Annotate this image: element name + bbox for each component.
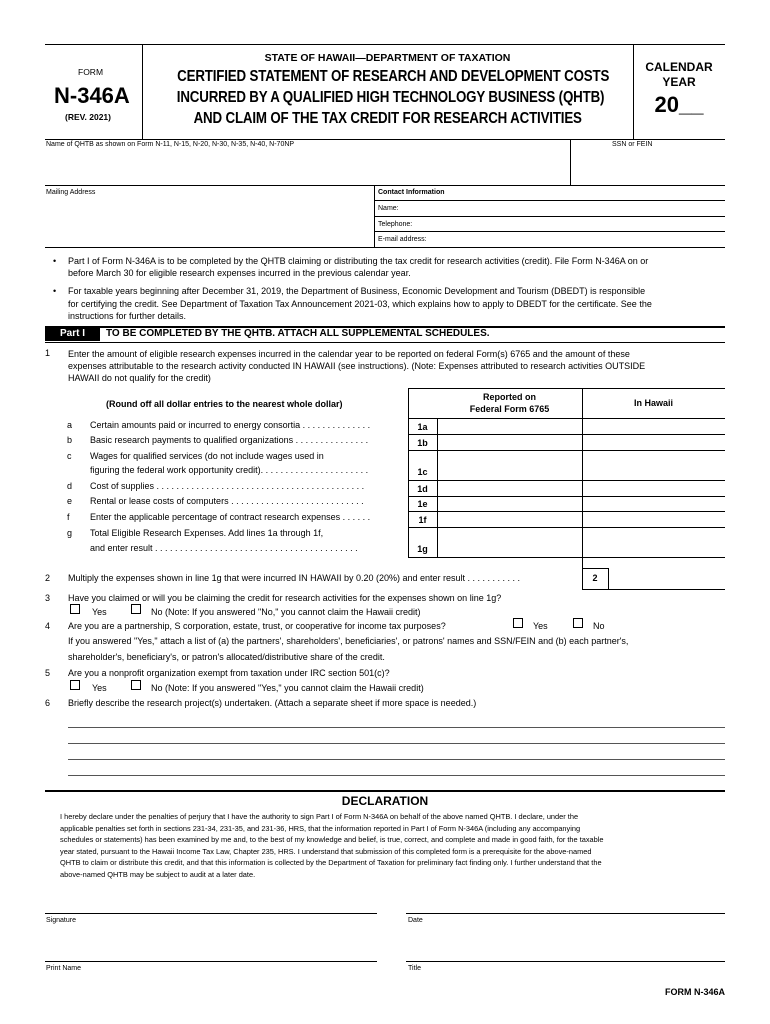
qhtb-name-label: Name of QHTB as shown on Form N-11, N-15, N-20, N-30, N-35, N-40, N-70NP — [46, 141, 295, 148]
line-1g-box: 1g — [417, 544, 428, 554]
identity-bottom-rule — [45, 247, 725, 248]
qhtb-name-field[interactable] — [46, 150, 566, 184]
calendar-year-label — [633, 60, 725, 90]
q4-yes-checkbox[interactable] — [513, 618, 523, 628]
form-label: FORM — [78, 67, 104, 77]
bullet-icon: • — [53, 256, 57, 266]
q3-yes-checkbox[interactable] — [70, 604, 80, 614]
q6-answer-line-4[interactable] — [68, 775, 725, 776]
date-line[interactable] — [406, 913, 725, 914]
q5-text: Are you a nonprofit organization exempt from taxation under IRC section 501(c)? — [68, 668, 390, 678]
line-1a-hawaii-field[interactable] — [583, 419, 725, 434]
q3-no-checkbox[interactable] — [131, 604, 141, 614]
form-revision: (REV. 2021) — [65, 112, 111, 122]
q5-yes-checkbox[interactable] — [70, 680, 80, 690]
line-1b-letter: b — [67, 435, 73, 445]
calendar-year-label-line1: CALENDAR — [645, 60, 713, 74]
line-1b-federal-field[interactable] — [438, 435, 581, 450]
q6-answer-line-3[interactable] — [68, 759, 725, 760]
line-1c-box: 1c — [417, 467, 428, 477]
q5-no-label: No (Note: If you answered "Yes," you cannot claim the Hawaii credit) — [151, 683, 424, 693]
ssn-fein-field[interactable] — [574, 150, 724, 184]
line-2-box: 2 — [592, 573, 598, 583]
calendar-year-label-line2: YEAR — [662, 75, 696, 89]
line-1c-letter: c — [67, 451, 72, 461]
line-1g-letter: g — [67, 528, 73, 538]
line-1e-federal-field[interactable] — [438, 497, 581, 511]
line-1e-text: Rental or lease costs of computers . . . . . . . . . . . . . . . . . . . . . . . . . . . — [90, 496, 364, 506]
declaration-line-2: applicable penalties set forth in sections 231-34, 231-35, and 231-36, HRS, that the information reported in Part I of Form N-346A (including any accompanying — [60, 823, 581, 833]
line-1c-text-2: figuring the federal work opportunity credit). . . . . . . . . . . . . . . . . . . . . . — [90, 465, 369, 475]
table-bottom-rule — [408, 557, 725, 558]
line-2-field[interactable] — [609, 560, 725, 589]
line-1c-text-1: Wages for qualified services (do not include wages used in — [90, 451, 324, 461]
q2-text: Multiply the expenses shown in line 1g that were incurred IN HAWAII by 0.20 (20%) and enter result . . . . . . . . . . . — [68, 573, 521, 583]
q6-answer-line-2[interactable] — [68, 743, 725, 744]
line-1a-text: Certain amounts paid or incurred to energy consortia . . . . . . . . . . . . . . — [90, 420, 371, 430]
line-1g-text-2: and enter result . . . . . . . . . . . . . . . . . . . . . . . . . . . . . . . . . . . . . . . . . — [90, 543, 358, 553]
line-1g-hawaii-field[interactable] — [583, 528, 725, 557]
line-1c-hawaii-field[interactable] — [583, 451, 725, 480]
line-1d-federal-field[interactable] — [438, 481, 581, 496]
contact-rule-3 — [374, 231, 725, 232]
footer-form-id: FORM N-346A — [664, 987, 725, 997]
identity-top-rule — [45, 139, 725, 140]
instruction-2-line3: instructions for further details. — [68, 311, 187, 321]
line2-box-top — [582, 568, 608, 569]
instruction-2-line1: For taxable years beginning after December 31, 2019, the Department of Business, Economic Development and Tourism (DBEDT) is responsible — [68, 286, 646, 296]
form-number: N-346A — [54, 83, 130, 108]
ssn-fein-label: SSN or FEIN — [612, 141, 653, 148]
declaration-line-4: year stated, pursuant to the Hawaii Income Tax Law, Chapter 235, HRS. I understand that submission of this completed form is a prerequisite for the above-named — [60, 846, 592, 856]
line-1d-text: Cost of supplies . . . . . . . . . . . . . . . . . . . . . . . . . . . . . . . . . . . . . . . . . . — [90, 481, 365, 491]
q1-text-line1: Enter the amount of eligible research expenses incurred in the calendar year to be reported on federal Form(s) 6765 and the amount of these — [68, 349, 630, 359]
calendar-year-field[interactable]: 20__ — [654, 92, 704, 117]
mailing-top-rule — [45, 185, 725, 186]
q4-yes-label: Yes — [533, 621, 548, 631]
q6-text: Briefly describe the research project(s) undertaken. (Attach a separate sheet if more space is needed.) — [68, 698, 477, 708]
q3-number: 3 — [45, 593, 51, 603]
q1-number: 1 — [45, 348, 51, 358]
q5-number: 5 — [45, 668, 51, 678]
form-title-line1: CERTIFIED STATEMENT OF RESEARCH AND DEVELOPMENT COSTS — [177, 68, 610, 85]
print-name-line[interactable] — [45, 961, 377, 962]
q4-no-label: No — [593, 621, 605, 631]
contact-rule-1 — [374, 200, 725, 201]
form-title-line2: INCURRED BY A QUALIFIED HIGH TECHNOLOGY BUSINESS (QHTB) — [176, 89, 605, 106]
declaration-heading: DECLARATION — [341, 794, 429, 808]
table-top-rule — [408, 388, 725, 389]
q4-follow-up-2: shareholder's, beneficiary's, or patron's allocated/distributive share of the credit. — [68, 652, 385, 662]
q4-text: Are you are a partnership, S corporation, estate, trust, or cooperative for income tax purposes? — [68, 621, 446, 631]
q3-text: Have you claimed or will you be claiming the credit for research activities for the expenses shown on line 1g? — [68, 593, 502, 603]
declaration-top-rule — [45, 790, 725, 792]
signature-line[interactable] — [45, 913, 377, 914]
line-1g-text-1: Total Eligible Research Expenses. Add lines 1a through 1f, — [90, 528, 324, 538]
line2-bottom-rule — [582, 589, 725, 590]
q3-yes-label: Yes — [92, 607, 107, 617]
bullet-icon: • — [53, 286, 57, 296]
q6-number: 6 — [45, 698, 51, 708]
contact-info-label: Contact Information — [378, 189, 445, 196]
agency-name: STATE OF HAWAII—DEPARTMENT OF TAXATION — [264, 52, 511, 64]
line-1d-hawaii-field[interactable] — [583, 481, 725, 496]
q4-follow-up-1: If you answered "Yes," attach a list of (a) the partners', shareholders', beneficiaries', or patrons' names and SSN/FEIN and (b) each partner's, — [68, 636, 629, 646]
title-line[interactable] — [406, 961, 725, 962]
declaration-line-5: QHTB to claim or distribute this credit, and that this information is collected by the Department of Taxation for preliminary fact finding only. I further understand that the — [60, 858, 602, 867]
line-1a-letter: a — [67, 420, 73, 430]
q1-text-line3: HAWAII do not qualify for the credit) — [68, 373, 211, 383]
part1-heading: TO BE COMPLETED BY THE QHTB. ATTACH ALL SUPPLEMENTAL SCHEDULES. — [106, 328, 490, 339]
signature-label: Signature — [46, 917, 76, 924]
instruction-2 — [68, 285, 652, 323]
ssn-divider — [570, 139, 571, 185]
line-1a-federal-field[interactable] — [438, 419, 581, 434]
line-1b-box: 1b — [417, 438, 428, 448]
declaration-line-6: above-named QHTB may be subject to audit at a later date. — [60, 869, 256, 879]
contact-name-field[interactable]: Name: — [378, 205, 399, 212]
q5-no-checkbox[interactable] — [131, 680, 141, 690]
contact-email-field[interactable]: E-mail address: — [378, 236, 427, 243]
header-top-rule — [45, 44, 725, 45]
line-1c-federal-field[interactable] — [438, 451, 581, 480]
mailing-address-label: Mailing Address — [46, 189, 96, 196]
q5-yes-label: Yes — [92, 683, 107, 693]
col-header-federal-line1: Reported on — [483, 392, 536, 402]
instruction-2-line2: for certifying the credit. See Department of Taxation Tax Announcement 2021-03, which explains how to apply to DBEDT for the certificate. See the — [68, 298, 652, 309]
q3-no-label: No (Note: If you answered "No," you cannot claim the Hawaii credit) — [151, 607, 421, 617]
line-1b-hawaii-field[interactable] — [583, 435, 725, 450]
title-label: Title — [408, 965, 421, 972]
date-label: Date — [408, 917, 423, 924]
form-title-line3: AND CLAIM OF THE TAX CREDIT FOR RESEARCH ACTIVITIES — [193, 110, 582, 127]
line-1f-federal-field[interactable] — [438, 512, 581, 526]
col-header-federal-line2: Federal Form 6765 — [469, 404, 550, 414]
declaration-line-1: I hereby declare under the penalties of perjury that I have the authority to sign Part I of Form N-346A on behalf of the above named QHTB. I declare, under the — [60, 812, 579, 821]
declaration-line-3: schedules or statements) has been examined by me and, to the best of my knowledge and belief, is true, correct, and complete and made in good faith, for the taxable — [60, 835, 604, 844]
line-1f-hawaii-field[interactable] — [583, 512, 725, 526]
mailing-address-field[interactable] — [46, 199, 371, 244]
contact-rule-2 — [374, 216, 725, 217]
col-header-hawaii: In Hawaii — [633, 398, 673, 408]
declaration-text — [60, 811, 604, 880]
q1-text-line2: expenses attributable to the research activity conducted IN HAWAII (see instructions). (Note: Expenses attributed to research activities OUTSIDE — [68, 361, 646, 371]
print-name-label: Print Name — [46, 965, 82, 972]
line-1e-hawaii-field[interactable] — [583, 497, 725, 511]
part1-bottom-rule — [45, 342, 725, 343]
line-1e-letter: e — [67, 496, 73, 506]
line-1d-letter: d — [67, 481, 73, 491]
instruction-1-line2: before March 30 for eligible research expenses incurred in the previous calendar year. — [68, 268, 411, 278]
q4-number: 4 — [45, 621, 51, 631]
line-1b-text: Basic research payments to qualified organizations . . . . . . . . . . . . . . . — [90, 435, 369, 445]
line-1a-box: 1a — [417, 422, 428, 432]
line-1f-letter: f — [67, 512, 70, 522]
q2-number: 2 — [45, 573, 51, 583]
round-off-note: (Round off all dollar entries to the nearest whole dollar) — [106, 399, 343, 409]
instruction-1-line1: Part I of Form N-346A is to be completed by the QHTB claiming or distributing the tax credit for research activities (credit). File Form N-346A on or — [68, 256, 649, 266]
q4-no-checkbox[interactable] — [573, 618, 583, 628]
form-title — [142, 66, 633, 129]
line-1d-box: 1d — [417, 484, 428, 494]
contact-telephone-field[interactable]: Telephone: — [378, 221, 413, 228]
part1-tag: Part I — [45, 327, 100, 341]
line-1f-box: 1f — [418, 515, 427, 525]
line-1g-federal-field[interactable] — [438, 528, 581, 557]
q6-answer-line-1[interactable] — [68, 727, 725, 728]
col-header-federal — [437, 391, 582, 415]
q1-text — [68, 348, 645, 384]
line-1f-text: Enter the applicable percentage of contract research expenses . . . . . . — [90, 512, 371, 522]
line-1e-box: 1e — [417, 499, 428, 509]
instruction-1 — [68, 255, 648, 279]
